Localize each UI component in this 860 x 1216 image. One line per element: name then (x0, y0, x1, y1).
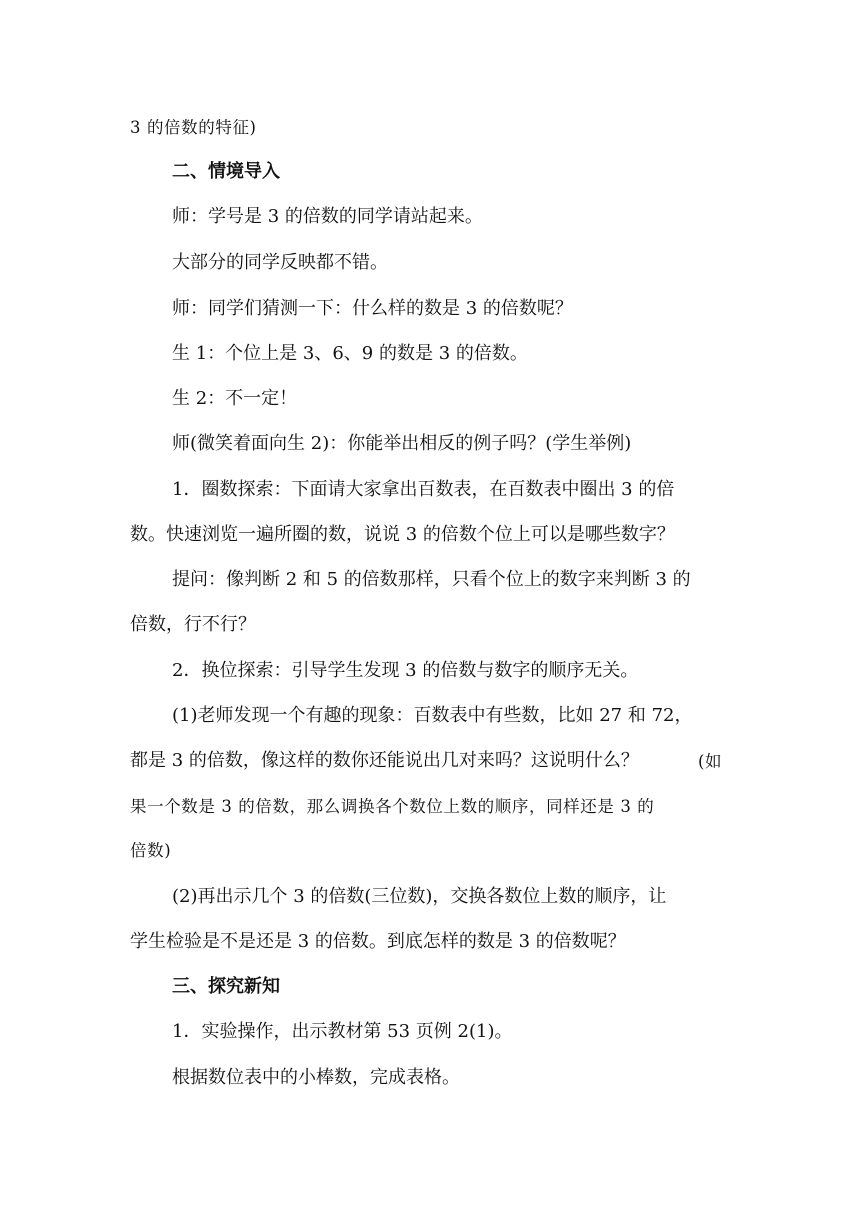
note-text: 果一个数是 3 的倍数，那么调换各个数位上数的顺序，同样还是 3 的 (130, 797, 655, 816)
text-line: 大部分的同学反映都不错。 (172, 252, 388, 273)
text-line: 都是 3 的倍数，像这样的数你还能说出几对来吗？这说明什么？ (130, 750, 639, 771)
text-line: 倍数，行不行？ (130, 614, 256, 635)
text-line: 师：同学们猜测一下：什么样的数是 3 的倍数呢？ (172, 298, 573, 319)
text-line: 学生检验是不是还是 3 的倍数。到底怎样的数是 3 的倍数呢？ (130, 931, 626, 952)
text-line: 2．换位探索：引导学生发现 3 的倍数与数字的顺序无关。 (172, 660, 639, 681)
text-line: 提问：像判断 2 和 5 的倍数那样，只看个位上的数字来判断 3 的 (172, 569, 691, 590)
text-line: 3 的倍数的特征) (130, 118, 257, 137)
text-line: 1．实验操作，出示教材第 53 页例 2(1)。 (172, 1021, 513, 1042)
section-heading: 三、探究新知 (172, 976, 280, 997)
text-line: (2)再出示几个 3 的倍数(三位数)，交换各数位上数的顺序，让 (172, 886, 667, 907)
text-line: 根据数位表中的小棒数，完成表格。 (172, 1067, 460, 1088)
section-heading: 二、情境导入 (172, 161, 280, 182)
text-line: 生 2：不一定！ (172, 388, 298, 409)
text-line: 数。快速浏览一遍所圈的数，说说 3 的倍数个位上可以是哪些数字？ (130, 524, 675, 545)
text-line: 师：学号是 3 的倍数的同学请站起来。 (172, 206, 483, 227)
text-line: 师(微笑着面向生 2)：你能举出相反的例子吗？(学生举例) (172, 433, 632, 454)
note-text: 倍数) (130, 841, 172, 860)
text-line: 生 1：个位上是 3、6、9 的数是 3 的倍数。 (172, 343, 528, 364)
text-line: (1)老师发现一个有趣的现象：百数表中有些数，比如 27 和 72， (172, 705, 693, 726)
note-text: (如 (698, 752, 723, 771)
text-line: 1．圈数探索：下面请大家拿出百数表，在百数表中圈出 3 的倍 (172, 479, 675, 500)
